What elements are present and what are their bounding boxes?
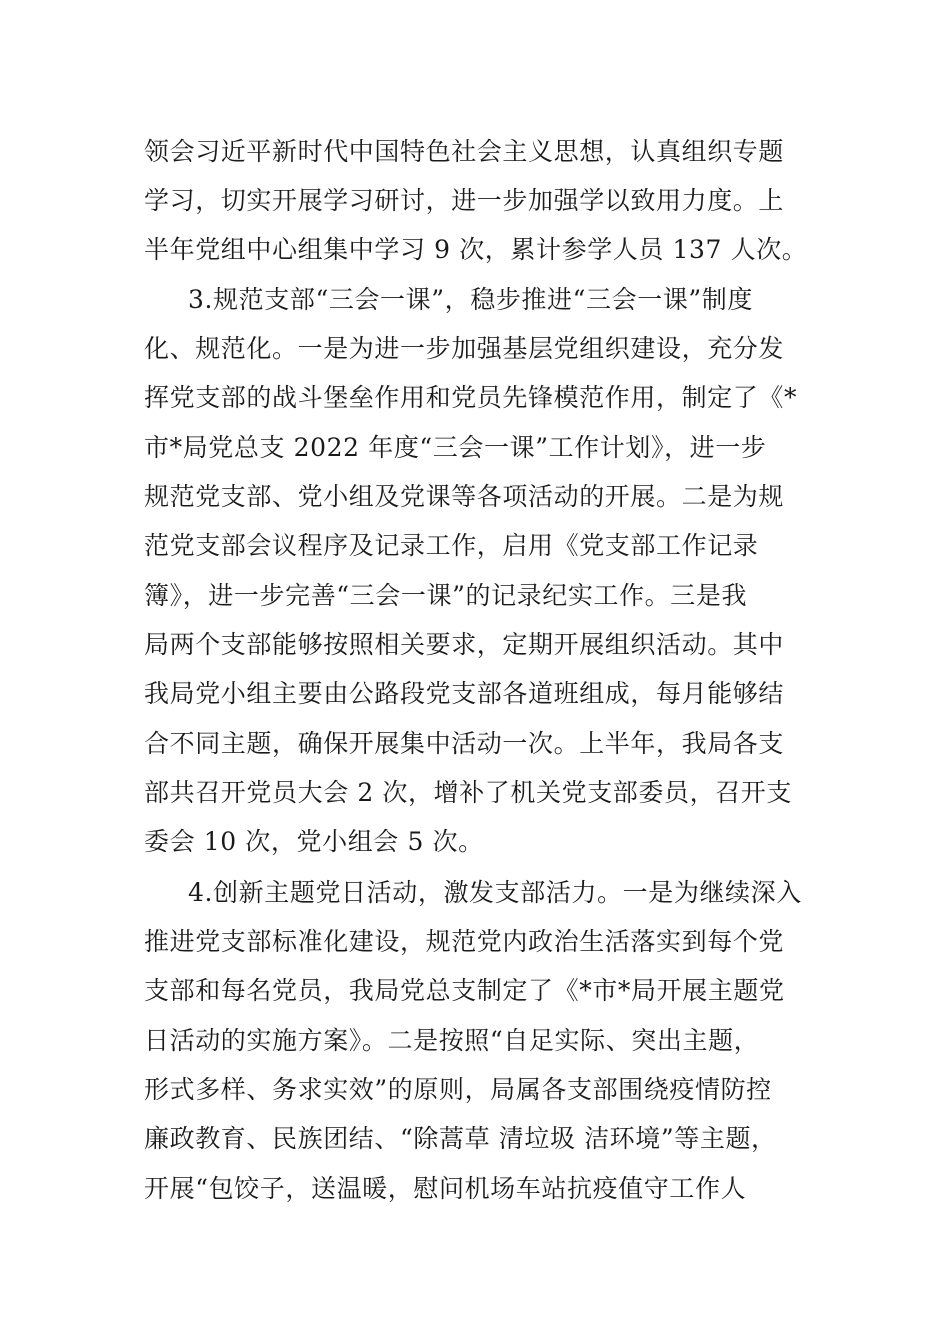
text-line: 半年党组中心组集中学习 9 次，累计参学人员 137 人次。	[144, 235, 808, 264]
text-line: 推进党支部标准化建设，规范党内政治生活落实到每个党	[144, 927, 785, 956]
text-line: 合不同主题，确保开展集中活动一次。上半年，我局各支	[144, 729, 785, 758]
text-line: 局两个支部能够按照相关要求，定期开展组织活动。其中	[144, 630, 785, 659]
text-line: 学习，切实开展学习研讨，进一步加强学以致用力度。上	[144, 186, 785, 215]
text-line: 簿》，进一步完善“三会一课”的记录纪实工作。三是我	[144, 581, 748, 610]
text-line: 开展“包饺子，送温暖，慰问机场车站抗疫值守工作人	[144, 1174, 747, 1203]
text-line: 规范党支部、党小组及党课等各项活动的开展。二是为规	[144, 482, 785, 511]
paragraph-4-first-line: 4.创新主题党日活动，激发支部活力。一是为继续深入	[188, 878, 802, 907]
text-line: 领会习近平新时代中国特色社会主义思想，认真组织专题	[144, 137, 785, 166]
text-line: 形式多样、务求实效”的原则，局属各支部围绕疫情防控	[144, 1075, 772, 1104]
text-line: 廉政教育、民族团结、“除蒿草 清垃圾 洁环境”等主题，	[144, 1124, 777, 1153]
text-line: 部共召开党员大会 2 次，增补了机关党支部委员，召开支	[144, 778, 793, 807]
text-line: 挥党支部的战斗堡垒作用和党员先锋模范作用，制定了《*	[144, 383, 798, 412]
paragraph-3-first-line: 3.规范支部“三会一课”，稳步推进“三会一课”制度	[188, 285, 753, 314]
text-line: 范党支部会议程序及记录工作，启用《党支部工作记录	[144, 531, 759, 560]
text-line: 委会 10 次，党小组会 5 次。	[144, 827, 484, 856]
text-line: 市*局党总支 2022 年度“三会一课”工作计划》，进一步	[144, 433, 767, 462]
text-line: 支部和每名党员，我局党总支制定了《*市*局开展主题党	[144, 976, 785, 1005]
text-line: 化、规范化。一是为进一步加强基层党组织建设，充分发	[144, 334, 785, 363]
text-line: 我局党小组主要由公路段党支部各道班组成，每月能够结	[144, 679, 785, 708]
text-line: 日活动的实施方案》。二是按照“自足实际、突出主题，	[144, 1026, 760, 1055]
